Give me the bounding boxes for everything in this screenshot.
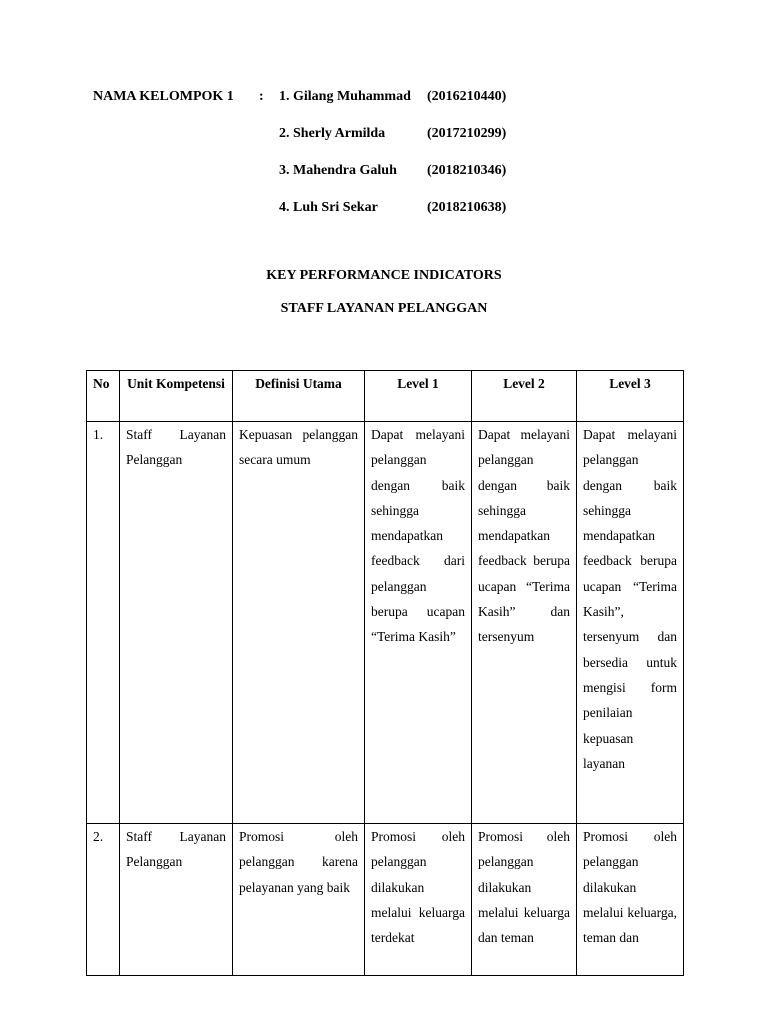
member-name: 2. Sherly Armilda	[279, 126, 386, 141]
kpi-table	[86, 370, 684, 976]
table-row	[87, 422, 684, 824]
member-name: 1. Gilang Muhammad	[279, 89, 411, 104]
cell-level-3: Promosi oleh pelanggan dilakukan melalui keluarga, teman dan	[577, 824, 684, 976]
header-no: No	[87, 371, 120, 422]
header-level-3: Level 3	[577, 371, 684, 422]
cell-level-2: Promosi oleh pelanggan dilakukan melalui keluarga dan teman	[472, 824, 577, 976]
group-label: NAMA KELOMPOK 1	[93, 89, 234, 104]
member-id: (2018210346)	[427, 163, 507, 178]
member-id: (2016210440)	[427, 89, 507, 104]
group-colon: :	[259, 89, 264, 104]
header-level-2: Level 2	[472, 371, 577, 422]
cell-level-2: Dapat melayani pelanggan dengan baik sehingga mendapatkan feedback berupa ucapan “Terima Kasih” dan tersenyum	[472, 422, 577, 824]
cell-definisi: Promosi oleh pelanggan karena pelayanan yang baik	[233, 824, 365, 976]
header-definisi-utama: Definisi Utama	[233, 371, 365, 422]
table-header-row	[87, 371, 684, 422]
cell-no: 1.	[87, 422, 120, 824]
header-unit-kompetensi: Unit Kompetensi	[120, 371, 233, 422]
member-id: (2017210299)	[427, 126, 507, 141]
table-row	[87, 824, 684, 976]
header-level-1: Level 1	[365, 371, 472, 422]
document-title: KEY PERFORMANCE INDICATORS	[266, 268, 502, 283]
cell-no: 2.	[87, 824, 120, 976]
cell-definisi: Kepuasan pelanggan secara umum	[233, 422, 365, 824]
cell-level-1: Promosi oleh pelanggan dilakukan melalui keluarga terdekat	[365, 824, 472, 976]
cell-level-3: Dapat melayani pelanggan dengan baik sehingga mendapatkan feedback berupa ucapan “Terima Kasih”, tersenyum dan bersedia untuk mengisi form penilaian kepuasan layanan	[577, 422, 684, 824]
member-name: 3. Mahendra Galuh	[279, 163, 397, 178]
member-name: 4. Luh Sri Sekar	[279, 200, 378, 215]
cell-unit: Staff Layanan Pelanggan	[120, 824, 233, 976]
cell-level-1: Dapat melayani pelanggan dengan baik sehingga mendapatkan feedback dari pelanggan berupa ucapan “Terima Kasih”	[365, 422, 472, 824]
member-id: (2018210638)	[427, 200, 507, 215]
document-subtitle: STAFF LAYANAN PELANGGAN	[280, 301, 488, 316]
cell-unit: Staff Layanan Pelanggan	[120, 422, 233, 824]
